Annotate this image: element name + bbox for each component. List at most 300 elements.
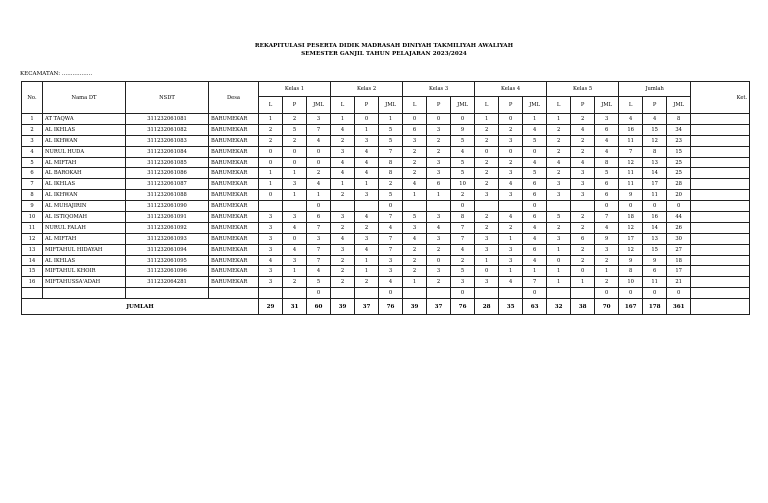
row-value: 4 bbox=[523, 124, 547, 135]
table-row bbox=[22, 114, 750, 125]
row-value: 17 bbox=[667, 266, 691, 277]
row-value: 0 bbox=[259, 146, 283, 157]
row-value: 2 bbox=[547, 146, 571, 157]
row-nama: AT TAQWA bbox=[43, 114, 126, 125]
subheader-l: L bbox=[475, 97, 499, 114]
subheader-p: P bbox=[427, 97, 451, 114]
row-nama: AL MIFTAH bbox=[43, 233, 126, 244]
row-value: 11 bbox=[619, 168, 643, 179]
row-no: 11 bbox=[22, 222, 43, 233]
subheader-l: L bbox=[619, 97, 643, 114]
subheader-jml: JML bbox=[451, 97, 475, 114]
row-value: 0 bbox=[643, 288, 667, 299]
table-row bbox=[22, 157, 750, 168]
row-value: 0 bbox=[499, 114, 523, 125]
subheader-jml: JML bbox=[379, 97, 403, 114]
row-value: 2 bbox=[331, 277, 355, 288]
subheader-l: L bbox=[331, 97, 355, 114]
row-value: 2 bbox=[403, 157, 427, 168]
total-value: 29 bbox=[259, 299, 283, 315]
row-value: 0 bbox=[475, 266, 499, 277]
row-value bbox=[331, 288, 355, 299]
row-ket bbox=[691, 277, 750, 288]
row-desa: BARUMEKAR bbox=[209, 222, 259, 233]
row-value: 0 bbox=[619, 201, 643, 212]
row-value: 4 bbox=[283, 244, 307, 255]
row-value: 1 bbox=[259, 114, 283, 125]
total-value: 38 bbox=[571, 299, 595, 315]
row-value: 2 bbox=[355, 222, 379, 233]
row-value bbox=[259, 201, 283, 212]
total-value: 76 bbox=[379, 299, 403, 315]
row-no: 1 bbox=[22, 114, 43, 125]
row-value: 8 bbox=[379, 168, 403, 179]
row-value: 14 bbox=[643, 222, 667, 233]
row-value: 3 bbox=[259, 266, 283, 277]
table-row bbox=[22, 233, 750, 244]
row-value: 8 bbox=[379, 157, 403, 168]
row-value: 3 bbox=[475, 190, 499, 201]
subheader-jml: JML bbox=[595, 97, 619, 114]
report-subtitle: SEMESTER GANJIL TAHUN PELAJARAN 2023/2024 bbox=[301, 51, 467, 57]
table-row bbox=[22, 212, 750, 223]
subheader-p: P bbox=[283, 97, 307, 114]
row-value bbox=[403, 201, 427, 212]
row-value: 13 bbox=[643, 157, 667, 168]
row-ket bbox=[691, 179, 750, 190]
row-value: 15 bbox=[643, 124, 667, 135]
row-nama bbox=[43, 288, 126, 299]
row-value: 0 bbox=[379, 288, 403, 299]
row-value: 0 bbox=[619, 288, 643, 299]
row-value: 2 bbox=[499, 157, 523, 168]
row-nama: MIFTAHUL HIDAYAH bbox=[43, 244, 126, 255]
header-kelas-1: Kelas 1 bbox=[259, 82, 331, 97]
row-value: 12 bbox=[619, 222, 643, 233]
row-value: 7 bbox=[379, 212, 403, 223]
row-value: 0 bbox=[427, 255, 451, 266]
row-value: 5 bbox=[379, 190, 403, 201]
row-no: 3 bbox=[22, 135, 43, 146]
row-value: 5 bbox=[523, 135, 547, 146]
row-value: 9 bbox=[619, 255, 643, 266]
row-value: 0 bbox=[475, 146, 499, 157]
row-value: 6 bbox=[523, 190, 547, 201]
row-value: 4 bbox=[523, 255, 547, 266]
total-value: 37 bbox=[355, 299, 379, 315]
row-value: 1 bbox=[547, 277, 571, 288]
total-value: 361 bbox=[667, 299, 691, 315]
row-value: 28 bbox=[667, 179, 691, 190]
row-value: 7 bbox=[523, 277, 547, 288]
row-value: 11 bbox=[643, 277, 667, 288]
row-value: 0 bbox=[259, 190, 283, 201]
row-value bbox=[283, 201, 307, 212]
row-value: 44 bbox=[667, 212, 691, 223]
row-value: 2 bbox=[475, 168, 499, 179]
row-nama: AL IKHLAS bbox=[43, 179, 126, 190]
row-value: 1 bbox=[307, 190, 331, 201]
subheader-p: P bbox=[571, 97, 595, 114]
row-value: 0 bbox=[307, 201, 331, 212]
row-value: 3 bbox=[259, 277, 283, 288]
row-value: 3 bbox=[355, 190, 379, 201]
row-value: 4 bbox=[571, 157, 595, 168]
row-value: 4 bbox=[355, 146, 379, 157]
row-value: 4 bbox=[427, 222, 451, 233]
row-value bbox=[571, 288, 595, 299]
total-value: 178 bbox=[643, 299, 667, 315]
header-ket: Ket. bbox=[691, 82, 750, 114]
row-value: 1 bbox=[331, 114, 355, 125]
row-desa: BARUMEKAR bbox=[209, 190, 259, 201]
row-value bbox=[547, 201, 571, 212]
row-value: 4 bbox=[619, 114, 643, 125]
row-desa: BARUMEKAR bbox=[209, 266, 259, 277]
row-value: 8 bbox=[451, 212, 475, 223]
row-value: 2 bbox=[403, 266, 427, 277]
row-value: 2 bbox=[595, 277, 619, 288]
row-value: 8 bbox=[667, 114, 691, 125]
row-value: 3 bbox=[499, 255, 523, 266]
subheader-l: L bbox=[259, 97, 283, 114]
row-value: 3 bbox=[331, 212, 355, 223]
row-value: 5 bbox=[523, 168, 547, 179]
row-value: 5 bbox=[547, 212, 571, 223]
total-value: 28 bbox=[475, 299, 499, 315]
table-row bbox=[22, 179, 750, 190]
row-no: 4 bbox=[22, 146, 43, 157]
subheader-jml: JML bbox=[523, 97, 547, 114]
total-value: 60 bbox=[307, 299, 331, 315]
row-nsdt bbox=[126, 288, 209, 299]
row-value: 0 bbox=[283, 233, 307, 244]
row-ket bbox=[691, 255, 750, 266]
row-nsdt: 311232061082 bbox=[126, 124, 209, 135]
row-value: 1 bbox=[283, 190, 307, 201]
total-row bbox=[22, 299, 750, 315]
row-ket bbox=[691, 190, 750, 201]
row-value: 3 bbox=[283, 212, 307, 223]
row-value: 4 bbox=[331, 168, 355, 179]
row-nsdt: 311232061091 bbox=[126, 212, 209, 223]
subheader-l: L bbox=[547, 97, 571, 114]
row-value: 7 bbox=[451, 233, 475, 244]
row-value: 3 bbox=[283, 179, 307, 190]
row-value: 5 bbox=[283, 124, 307, 135]
row-value: 6 bbox=[523, 179, 547, 190]
row-value: 2 bbox=[355, 277, 379, 288]
row-value: 2 bbox=[475, 157, 499, 168]
total-value: 70 bbox=[595, 299, 619, 315]
row-value: 6 bbox=[595, 179, 619, 190]
table-row bbox=[22, 288, 750, 299]
row-value: 4 bbox=[523, 233, 547, 244]
row-value: 4 bbox=[331, 124, 355, 135]
row-nama: MIFTAHUL KHOIR bbox=[43, 266, 126, 277]
row-nama: AL MUHAJIRIN bbox=[43, 201, 126, 212]
row-value: 10 bbox=[451, 179, 475, 190]
total-value: 76 bbox=[451, 299, 475, 315]
row-value: 4 bbox=[379, 222, 403, 233]
row-value: 8 bbox=[595, 157, 619, 168]
row-value: 3 bbox=[499, 190, 523, 201]
row-value: 2 bbox=[571, 135, 595, 146]
row-value: 6 bbox=[523, 244, 547, 255]
row-value: 4 bbox=[451, 146, 475, 157]
row-value: 4 bbox=[595, 135, 619, 146]
subheader-jml: JML bbox=[667, 97, 691, 114]
row-nama: NURUL HUDA bbox=[43, 146, 126, 157]
report-title: REKAPITULASI PESERTA DIDIK MADRASAH DINIYAH TAKMILIYAH AWALIYAH bbox=[254, 43, 514, 49]
table-row bbox=[22, 168, 750, 179]
row-nsdt: 311232061084 bbox=[126, 146, 209, 157]
row-value: 2 bbox=[499, 124, 523, 135]
row-value: 2 bbox=[331, 190, 355, 201]
row-value: 3 bbox=[475, 277, 499, 288]
row-value: 2 bbox=[595, 255, 619, 266]
row-value: 3 bbox=[547, 233, 571, 244]
row-value: 1 bbox=[283, 168, 307, 179]
row-nsdt: 311232061093 bbox=[126, 233, 209, 244]
row-value: 2 bbox=[403, 244, 427, 255]
row-value: 5 bbox=[403, 212, 427, 223]
row-value bbox=[475, 201, 499, 212]
row-desa: BARUMEKAR bbox=[209, 157, 259, 168]
subheader-p: P bbox=[499, 97, 523, 114]
row-value: 18 bbox=[619, 212, 643, 223]
row-nama: AL IKHWAN bbox=[43, 135, 126, 146]
row-value: 6 bbox=[571, 233, 595, 244]
table-row bbox=[22, 146, 750, 157]
row-value: 34 bbox=[667, 124, 691, 135]
row-value: 2 bbox=[547, 222, 571, 233]
row-value: 2 bbox=[283, 135, 307, 146]
row-value: 4 bbox=[283, 222, 307, 233]
row-value: 4 bbox=[643, 114, 667, 125]
row-ket bbox=[691, 233, 750, 244]
total-value: 37 bbox=[427, 299, 451, 315]
row-value: 1 bbox=[403, 277, 427, 288]
row-value: 5 bbox=[379, 124, 403, 135]
row-value: 2 bbox=[571, 114, 595, 125]
row-value: 6 bbox=[307, 212, 331, 223]
row-value bbox=[403, 288, 427, 299]
row-ket bbox=[691, 157, 750, 168]
row-value: 9 bbox=[451, 124, 475, 135]
row-value: 0 bbox=[571, 266, 595, 277]
row-value: 0 bbox=[403, 114, 427, 125]
header-kelas-5: Kelas 5 bbox=[547, 82, 619, 97]
row-value: 3 bbox=[259, 233, 283, 244]
row-value: 3 bbox=[403, 222, 427, 233]
row-ket bbox=[691, 222, 750, 233]
row-no: 15 bbox=[22, 266, 43, 277]
row-value: 14 bbox=[643, 168, 667, 179]
row-value: 4 bbox=[259, 255, 283, 266]
row-value: 1 bbox=[355, 179, 379, 190]
row-value: 23 bbox=[667, 135, 691, 146]
row-value: 6 bbox=[595, 124, 619, 135]
total-ket bbox=[691, 299, 750, 315]
row-value: 1 bbox=[355, 255, 379, 266]
row-value: 8 bbox=[619, 266, 643, 277]
row-value: 0 bbox=[259, 157, 283, 168]
row-value: 1 bbox=[571, 277, 595, 288]
row-value bbox=[259, 288, 283, 299]
row-value: 0 bbox=[307, 288, 331, 299]
row-value: 2 bbox=[475, 135, 499, 146]
row-value: 3 bbox=[403, 135, 427, 146]
row-value: 4 bbox=[499, 277, 523, 288]
row-no: 14 bbox=[22, 255, 43, 266]
row-value: 11 bbox=[619, 135, 643, 146]
row-value: 2 bbox=[283, 114, 307, 125]
row-value: 0 bbox=[667, 288, 691, 299]
row-value: 8 bbox=[643, 146, 667, 157]
row-value: 12 bbox=[619, 244, 643, 255]
row-value: 3 bbox=[499, 168, 523, 179]
row-no: 5 bbox=[22, 157, 43, 168]
row-value: 2 bbox=[547, 135, 571, 146]
row-nsdt: 311232061085 bbox=[126, 157, 209, 168]
table-row bbox=[22, 201, 750, 212]
table-row bbox=[22, 277, 750, 288]
row-value: 3 bbox=[451, 277, 475, 288]
row-value: 3 bbox=[475, 233, 499, 244]
header-nsdt: NSDT bbox=[126, 82, 209, 114]
row-value: 2 bbox=[331, 255, 355, 266]
row-value: 2 bbox=[475, 222, 499, 233]
row-value: 4 bbox=[499, 212, 523, 223]
row-value: 1 bbox=[259, 179, 283, 190]
row-value: 7 bbox=[595, 212, 619, 223]
row-value: 9 bbox=[595, 233, 619, 244]
recap-table bbox=[21, 81, 750, 315]
row-nsdt: 311232061090 bbox=[126, 201, 209, 212]
row-ket bbox=[691, 168, 750, 179]
row-value: 4 bbox=[403, 233, 427, 244]
row-value: 0 bbox=[595, 201, 619, 212]
row-value bbox=[283, 288, 307, 299]
row-value: 4 bbox=[403, 179, 427, 190]
row-nama: AL IKHWAN bbox=[43, 190, 126, 201]
row-value: 2 bbox=[331, 135, 355, 146]
row-value: 2 bbox=[331, 222, 355, 233]
row-value: 13 bbox=[643, 233, 667, 244]
row-nsdt: 311232061087 bbox=[126, 179, 209, 190]
row-value bbox=[499, 288, 523, 299]
row-value: 2 bbox=[571, 244, 595, 255]
row-ket bbox=[691, 146, 750, 157]
total-label: JUMLAH bbox=[22, 299, 259, 315]
row-value: 25 bbox=[667, 157, 691, 168]
row-value: 16 bbox=[643, 212, 667, 223]
total-value: 31 bbox=[283, 299, 307, 315]
row-value: 15 bbox=[667, 146, 691, 157]
row-value: 3 bbox=[307, 233, 331, 244]
row-value: 7 bbox=[307, 255, 331, 266]
row-value: 20 bbox=[667, 190, 691, 201]
row-value: 4 bbox=[379, 277, 403, 288]
row-value: 3 bbox=[259, 222, 283, 233]
row-nsdt: 311232061081 bbox=[126, 114, 209, 125]
row-value: 4 bbox=[595, 146, 619, 157]
row-desa: BARUMEKAR bbox=[209, 114, 259, 125]
header-kelas-3: Kelas 3 bbox=[403, 82, 475, 97]
row-value: 4 bbox=[523, 157, 547, 168]
row-ket bbox=[691, 212, 750, 223]
table-row bbox=[22, 222, 750, 233]
row-ket bbox=[691, 135, 750, 146]
row-value: 4 bbox=[331, 157, 355, 168]
row-value: 0 bbox=[643, 201, 667, 212]
row-value: 0 bbox=[451, 201, 475, 212]
row-value: 2 bbox=[451, 190, 475, 201]
row-value: 7 bbox=[379, 146, 403, 157]
row-nsdt: 311232064281 bbox=[126, 277, 209, 288]
row-desa: BARUMEKAR bbox=[209, 201, 259, 212]
header-kelas-4: Kelas 4 bbox=[475, 82, 547, 97]
row-value: 3 bbox=[571, 168, 595, 179]
row-value: 3 bbox=[355, 233, 379, 244]
row-value: 0 bbox=[523, 201, 547, 212]
row-value: 7 bbox=[379, 244, 403, 255]
header-nama: Nama DT bbox=[43, 82, 126, 114]
row-no: 6 bbox=[22, 168, 43, 179]
row-no bbox=[22, 288, 43, 299]
row-value: 2 bbox=[571, 146, 595, 157]
row-value: 0 bbox=[451, 288, 475, 299]
row-nama: MIFTAHUSSA'ADAH bbox=[43, 277, 126, 288]
row-value: 0 bbox=[307, 146, 331, 157]
row-value: 5 bbox=[451, 168, 475, 179]
row-value: 7 bbox=[307, 124, 331, 135]
row-value: 2 bbox=[259, 135, 283, 146]
row-value: 3 bbox=[427, 157, 451, 168]
row-nsdt: 311232061083 bbox=[126, 135, 209, 146]
row-value: 1 bbox=[523, 114, 547, 125]
row-value: 0 bbox=[427, 114, 451, 125]
row-value: 18 bbox=[667, 255, 691, 266]
row-value bbox=[547, 288, 571, 299]
row-desa: BARUMEKAR bbox=[209, 244, 259, 255]
row-value: 1 bbox=[283, 266, 307, 277]
row-value: 4 bbox=[355, 157, 379, 168]
row-desa: BARUMEKAR bbox=[209, 179, 259, 190]
row-value: 7 bbox=[307, 222, 331, 233]
row-value: 0 bbox=[595, 288, 619, 299]
table-row bbox=[22, 135, 750, 146]
row-value: 3 bbox=[475, 244, 499, 255]
row-nama: AL IKHLAS bbox=[43, 255, 126, 266]
kecamatan-label: KECAMATAN: ................. bbox=[20, 71, 93, 77]
row-value bbox=[499, 201, 523, 212]
row-value: 11 bbox=[619, 179, 643, 190]
row-value: 1 bbox=[355, 124, 379, 135]
row-value: 0 bbox=[283, 157, 307, 168]
table-row bbox=[22, 190, 750, 201]
row-value: 1 bbox=[403, 190, 427, 201]
row-value: 12 bbox=[643, 135, 667, 146]
row-no: 13 bbox=[22, 244, 43, 255]
row-value: 4 bbox=[595, 222, 619, 233]
row-value: 3 bbox=[379, 266, 403, 277]
row-value: 5 bbox=[307, 277, 331, 288]
row-value bbox=[355, 201, 379, 212]
row-desa bbox=[209, 288, 259, 299]
row-no: 16 bbox=[22, 277, 43, 288]
